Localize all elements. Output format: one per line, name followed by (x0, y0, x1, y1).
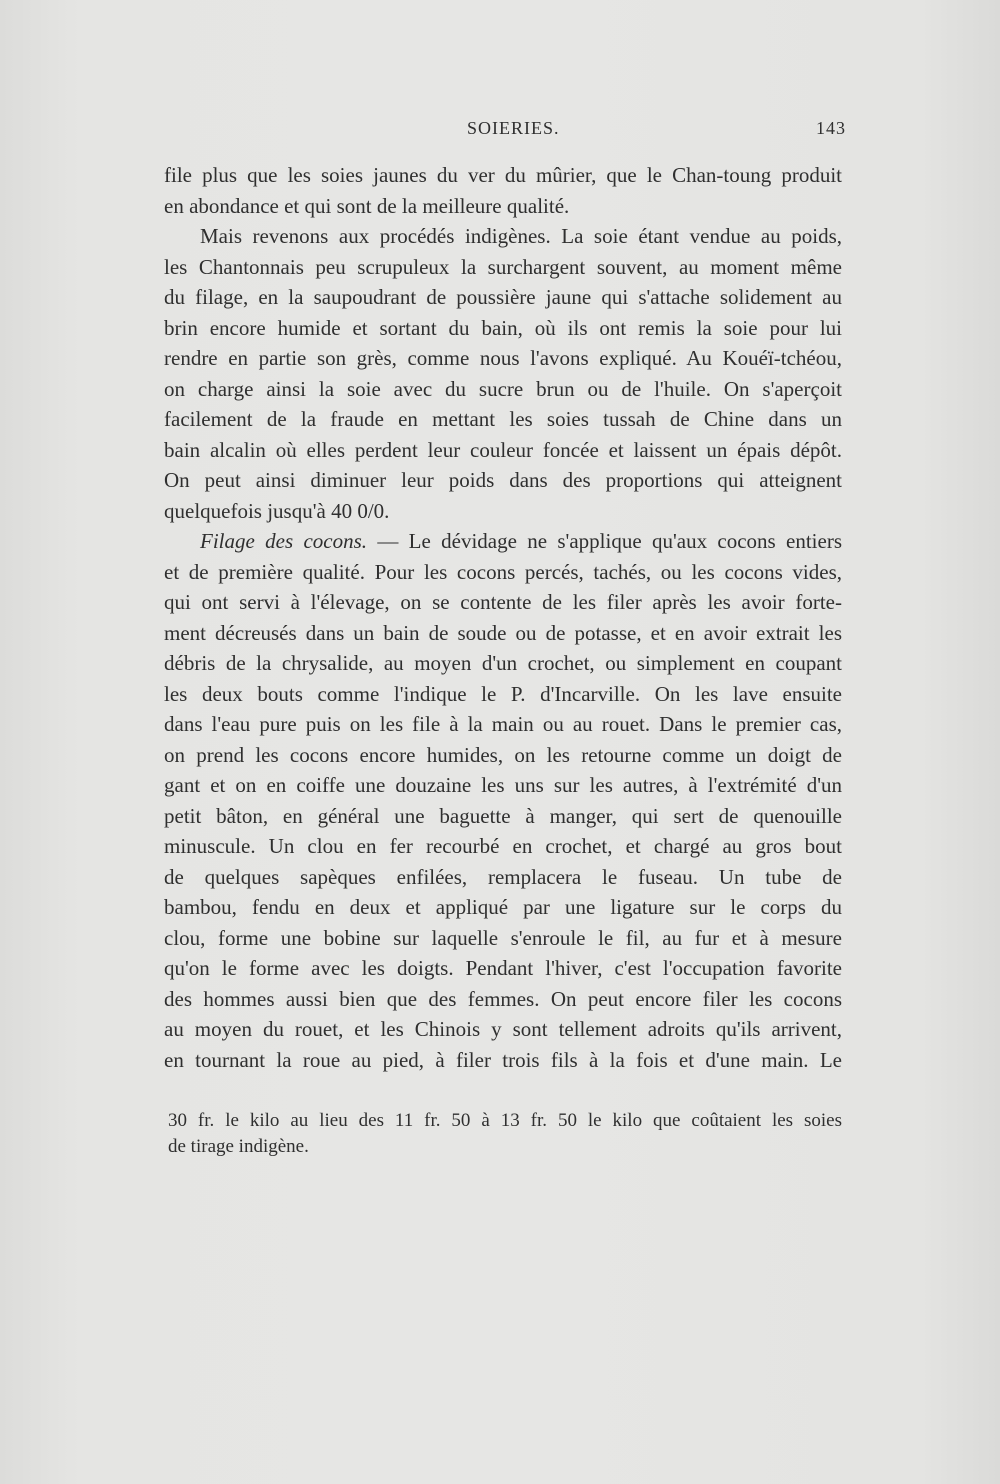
page-number: 143 (816, 118, 846, 138)
text-line: on prend les cocons encore humides, on les retourne comme un doigt de (164, 742, 842, 767)
text-line-with-subheading (164, 526, 842, 557)
text-line: les Chantonnais peu scrupuleux la surchargent souvent, au moment même (164, 254, 842, 279)
footnote-line: 30 fr. le kilo au lieu des 11 fr. 50 à 13 fr. 50 le kilo que coûtaient les soies (168, 1110, 842, 1131)
text-line: qu'on le forme avec les doigts. Pendant l'hiver, c'est l'occupation favorite (164, 956, 842, 980)
text-line: quelquefois jusqu'à 40 0/0. (164, 498, 390, 523)
text-line: gant et on en coiffe une douzaine les uns sur les autres, à l'extrémité d'un (164, 773, 842, 797)
text-line: qui ont servi à l'élevage, on se contente de les filer après les avoir forte- (164, 590, 842, 614)
text-line: au moyen du rouet, et les Chinois y sont tellement adroits qu'ils arrivent, (164, 1017, 842, 1041)
text-line: du filage, en la saupoudrant de poussière jaune qui s'attache solidement au (164, 285, 842, 309)
section-subheading: Filage des cocons. (200, 529, 368, 553)
text-line: ment décreusés dans un bain de soude ou de potasse, et en avoir extrait les (164, 620, 842, 645)
text-line: les deux bouts comme l'indique le P. d'Incarville. On les lave ensuite (164, 681, 842, 706)
text-line: petit bâton, en général une baguette à manger, qui sert de quenouille (164, 803, 842, 828)
text-line: on charge ainsi la soie avec du sucre brun ou de l'huile. On s'aperçoit (164, 376, 842, 401)
text-line: rendre en partie son grès, comme nous l'avons expliqué. Au Kouéï-tchéou, (164, 346, 842, 370)
running-title: SOIERIES. (467, 118, 560, 138)
text-line: On peut ainsi diminuer leur poids dans des proportions qui atteignent (164, 468, 842, 492)
text-line: débris de la chrysalide, au moyen d'un crochet, ou simplement en coupant (164, 651, 842, 675)
text-line: en abondance et qui sont de la meilleure qualité. (164, 193, 570, 218)
text-line: dans l'eau pure puis on les file à la main ou au rouet. Dans le premier cas, (164, 712, 842, 736)
text-line: bain alcalin où elles perdent leur couleur foncée et laissent un épais dépôt. (164, 437, 842, 462)
text-line: en tournant la roue au pied, à filer trois fils à la fois et d'une main. Le (164, 1047, 842, 1072)
body-text (164, 160, 842, 1075)
text-line: facilement de la fraude en mettant les soies tussah de Chine dans un (164, 407, 842, 431)
text-line: file plus que les soies jaunes du ver du mûrier, que le Chan-toung produit (164, 163, 842, 187)
page-header (164, 118, 846, 146)
text-line: Mais revenons aux procédés indigènes. La soie étant vendue au poids, (200, 224, 842, 248)
text-line: brin encore humide et sortant du bain, où ils ont remis la soie pour lui (164, 315, 842, 340)
text-line: clou, forme une bobine sur laquelle s'enroule le fil, au fur et à mesure (164, 925, 842, 950)
text-line-continuation: — Le dévidage ne s'applique qu'aux cocons entiers (367, 529, 842, 553)
text-line: et de première qualité. Pour les cocons percés, tachés, ou les cocons vides, (164, 559, 842, 584)
footnote (168, 1108, 842, 1160)
text-line: de quelques sapèques enfilées, remplacera le fuseau. Un tube de (164, 864, 842, 889)
footnote-line: de tirage indigène. (168, 1136, 309, 1157)
text-line: bambou, fendu en deux et appliqué par une ligature sur le corps du (164, 895, 842, 919)
text-line: des hommes aussi bien que des femmes. On peut encore filer les cocons (164, 986, 842, 1011)
text-line: minuscule. Un clou en fer recourbé en crochet, et chargé au gros bout (164, 834, 842, 858)
